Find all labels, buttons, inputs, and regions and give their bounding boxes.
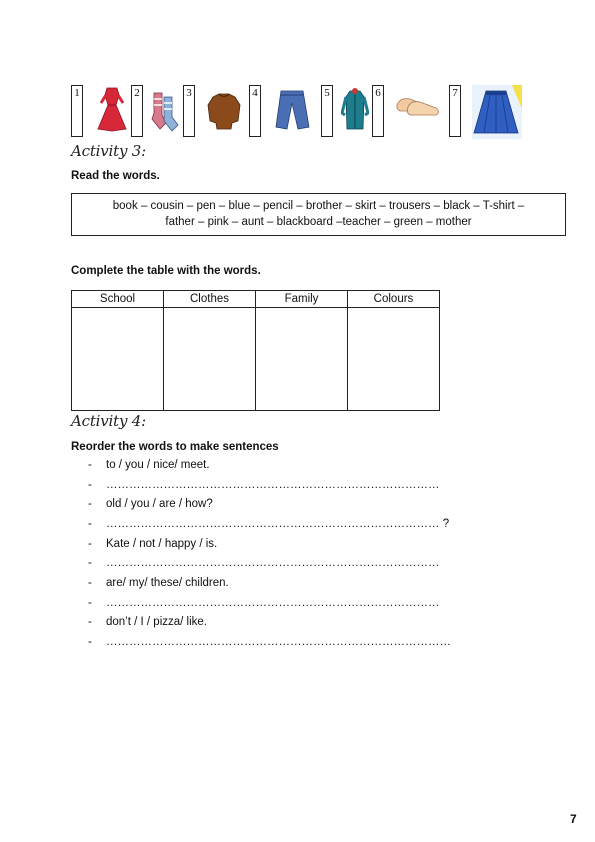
word-box-line-1: book – cousin – pen – blue – pencil – brother – skirt – trousers – black – T-shirt – bbox=[112, 200, 525, 212]
picture-number-1: 1 bbox=[71, 85, 83, 137]
table-cell-school[interactable] bbox=[72, 308, 164, 411]
table-header-school: School bbox=[72, 291, 164, 308]
table-header-clothes: Clothes bbox=[164, 291, 256, 308]
table-cell-clothes[interactable] bbox=[164, 308, 256, 411]
sentence-line: - Kate / not / happy / is. bbox=[88, 538, 218, 550]
sentence-line: - to / you / nice/ meet. bbox=[88, 459, 210, 471]
picture-number-2: 2 bbox=[131, 85, 143, 137]
word-box-line-2: father – pink – aunt – blackboard –teacher – green – mother bbox=[165, 216, 472, 228]
activity3-title: Activity 3: bbox=[71, 142, 146, 160]
page-number: 7 bbox=[570, 812, 577, 826]
shoes-icon bbox=[394, 85, 444, 135]
table-header-family: Family bbox=[256, 291, 348, 308]
answer-line[interactable]: - …………………………………………………………………………… ? bbox=[88, 518, 450, 530]
answer-line[interactable]: - ……………………………………………………………………………… bbox=[88, 636, 451, 648]
word-table bbox=[71, 290, 440, 411]
sentence-line: - are/ my/ these/ children. bbox=[88, 577, 229, 589]
coat-icon bbox=[341, 85, 369, 135]
activity3-instruction-read: Read the words. bbox=[71, 170, 160, 182]
word-box bbox=[71, 193, 566, 236]
picture-number-5: 5 bbox=[321, 85, 333, 137]
picture-number-4: 4 bbox=[249, 85, 261, 137]
table-header-colours: Colours bbox=[348, 291, 440, 308]
picture-number-3: 3 bbox=[183, 85, 195, 137]
activity4-instruction: Reorder the words to make sentences bbox=[71, 441, 279, 453]
sentence-line: - old / you / are / how? bbox=[88, 498, 213, 510]
answer-line[interactable]: - …………………………………………………………………………… bbox=[88, 597, 440, 609]
picture-number-6: 6 bbox=[372, 85, 384, 137]
sentence-line: - don’t / I / pizza/ like. bbox=[88, 616, 207, 628]
answer-line[interactable]: - …………………………………………………………………………… bbox=[88, 479, 440, 491]
table-cell-family[interactable] bbox=[256, 308, 348, 411]
trousers-icon bbox=[273, 85, 313, 135]
skirt-icon bbox=[472, 85, 522, 139]
answer-line[interactable]: - …………………………………………………………………………… bbox=[88, 557, 440, 569]
socks-icon bbox=[148, 85, 182, 135]
dress-icon bbox=[95, 85, 129, 135]
activity3-instruction-complete: Complete the table with the words. bbox=[71, 265, 261, 277]
activity4-title: Activity 4: bbox=[71, 412, 146, 430]
table-cell-colours[interactable] bbox=[348, 308, 440, 411]
picture-number-7: 7 bbox=[449, 85, 461, 137]
sweater-icon bbox=[205, 85, 243, 135]
